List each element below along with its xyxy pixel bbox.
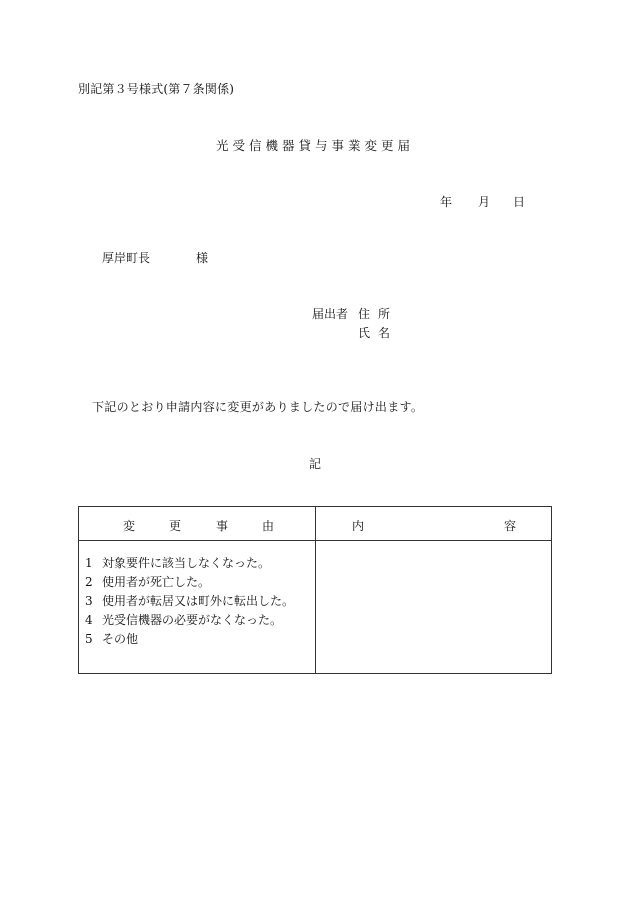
change-table [78, 506, 552, 674]
header-change-item-char: 更 [169, 519, 182, 533]
list-item [85, 573, 210, 590]
applicant-name-label: 氏名 [358, 326, 399, 340]
item-text: 対象要件に該当しなくなった。 [102, 556, 271, 570]
addressee-honorific: 様 [196, 251, 209, 265]
applicant-address-label: 住所 [358, 307, 399, 321]
addressee-name: 厚岸町長 [102, 251, 151, 265]
date-year-label: 年 [440, 195, 453, 209]
ki-heading: 記 [308, 457, 321, 471]
item-number: 2 [85, 575, 93, 589]
header-change-item-char: 事 [216, 519, 229, 533]
list-item [85, 630, 138, 647]
header-change-item-char: 由 [262, 519, 275, 533]
item-text: 光受信機器の必要がなくなった。 [102, 613, 283, 627]
form-number: 別記第３号様式(第７条関係) [78, 82, 235, 96]
date-day-label: 日 [513, 195, 526, 209]
header-change-item-char: 変 [123, 519, 136, 533]
list-item [85, 592, 294, 609]
header-content-char: 容 [504, 519, 517, 533]
item-number: 5 [85, 632, 93, 646]
body-statement: 下記のとおり申請内容に変更がありましたので届け出ます。 [92, 400, 424, 414]
item-number: 4 [85, 613, 93, 627]
item-number: 1 [85, 556, 93, 570]
item-text: 使用者が死亡した。 [102, 575, 211, 589]
list-item [85, 611, 282, 628]
date-month-label: 月 [478, 195, 491, 209]
column-divider [315, 507, 316, 673]
item-text: その他 [102, 632, 139, 646]
item-text: 使用者が転居又は町外に転出した。 [102, 594, 295, 608]
header-content-char: 内 [352, 519, 365, 533]
list-item [85, 554, 270, 571]
document-title: 光受信機器貸与事業変更届 [215, 138, 414, 153]
item-number: 3 [85, 594, 93, 608]
applicant-label: 届出者 [312, 307, 349, 321]
